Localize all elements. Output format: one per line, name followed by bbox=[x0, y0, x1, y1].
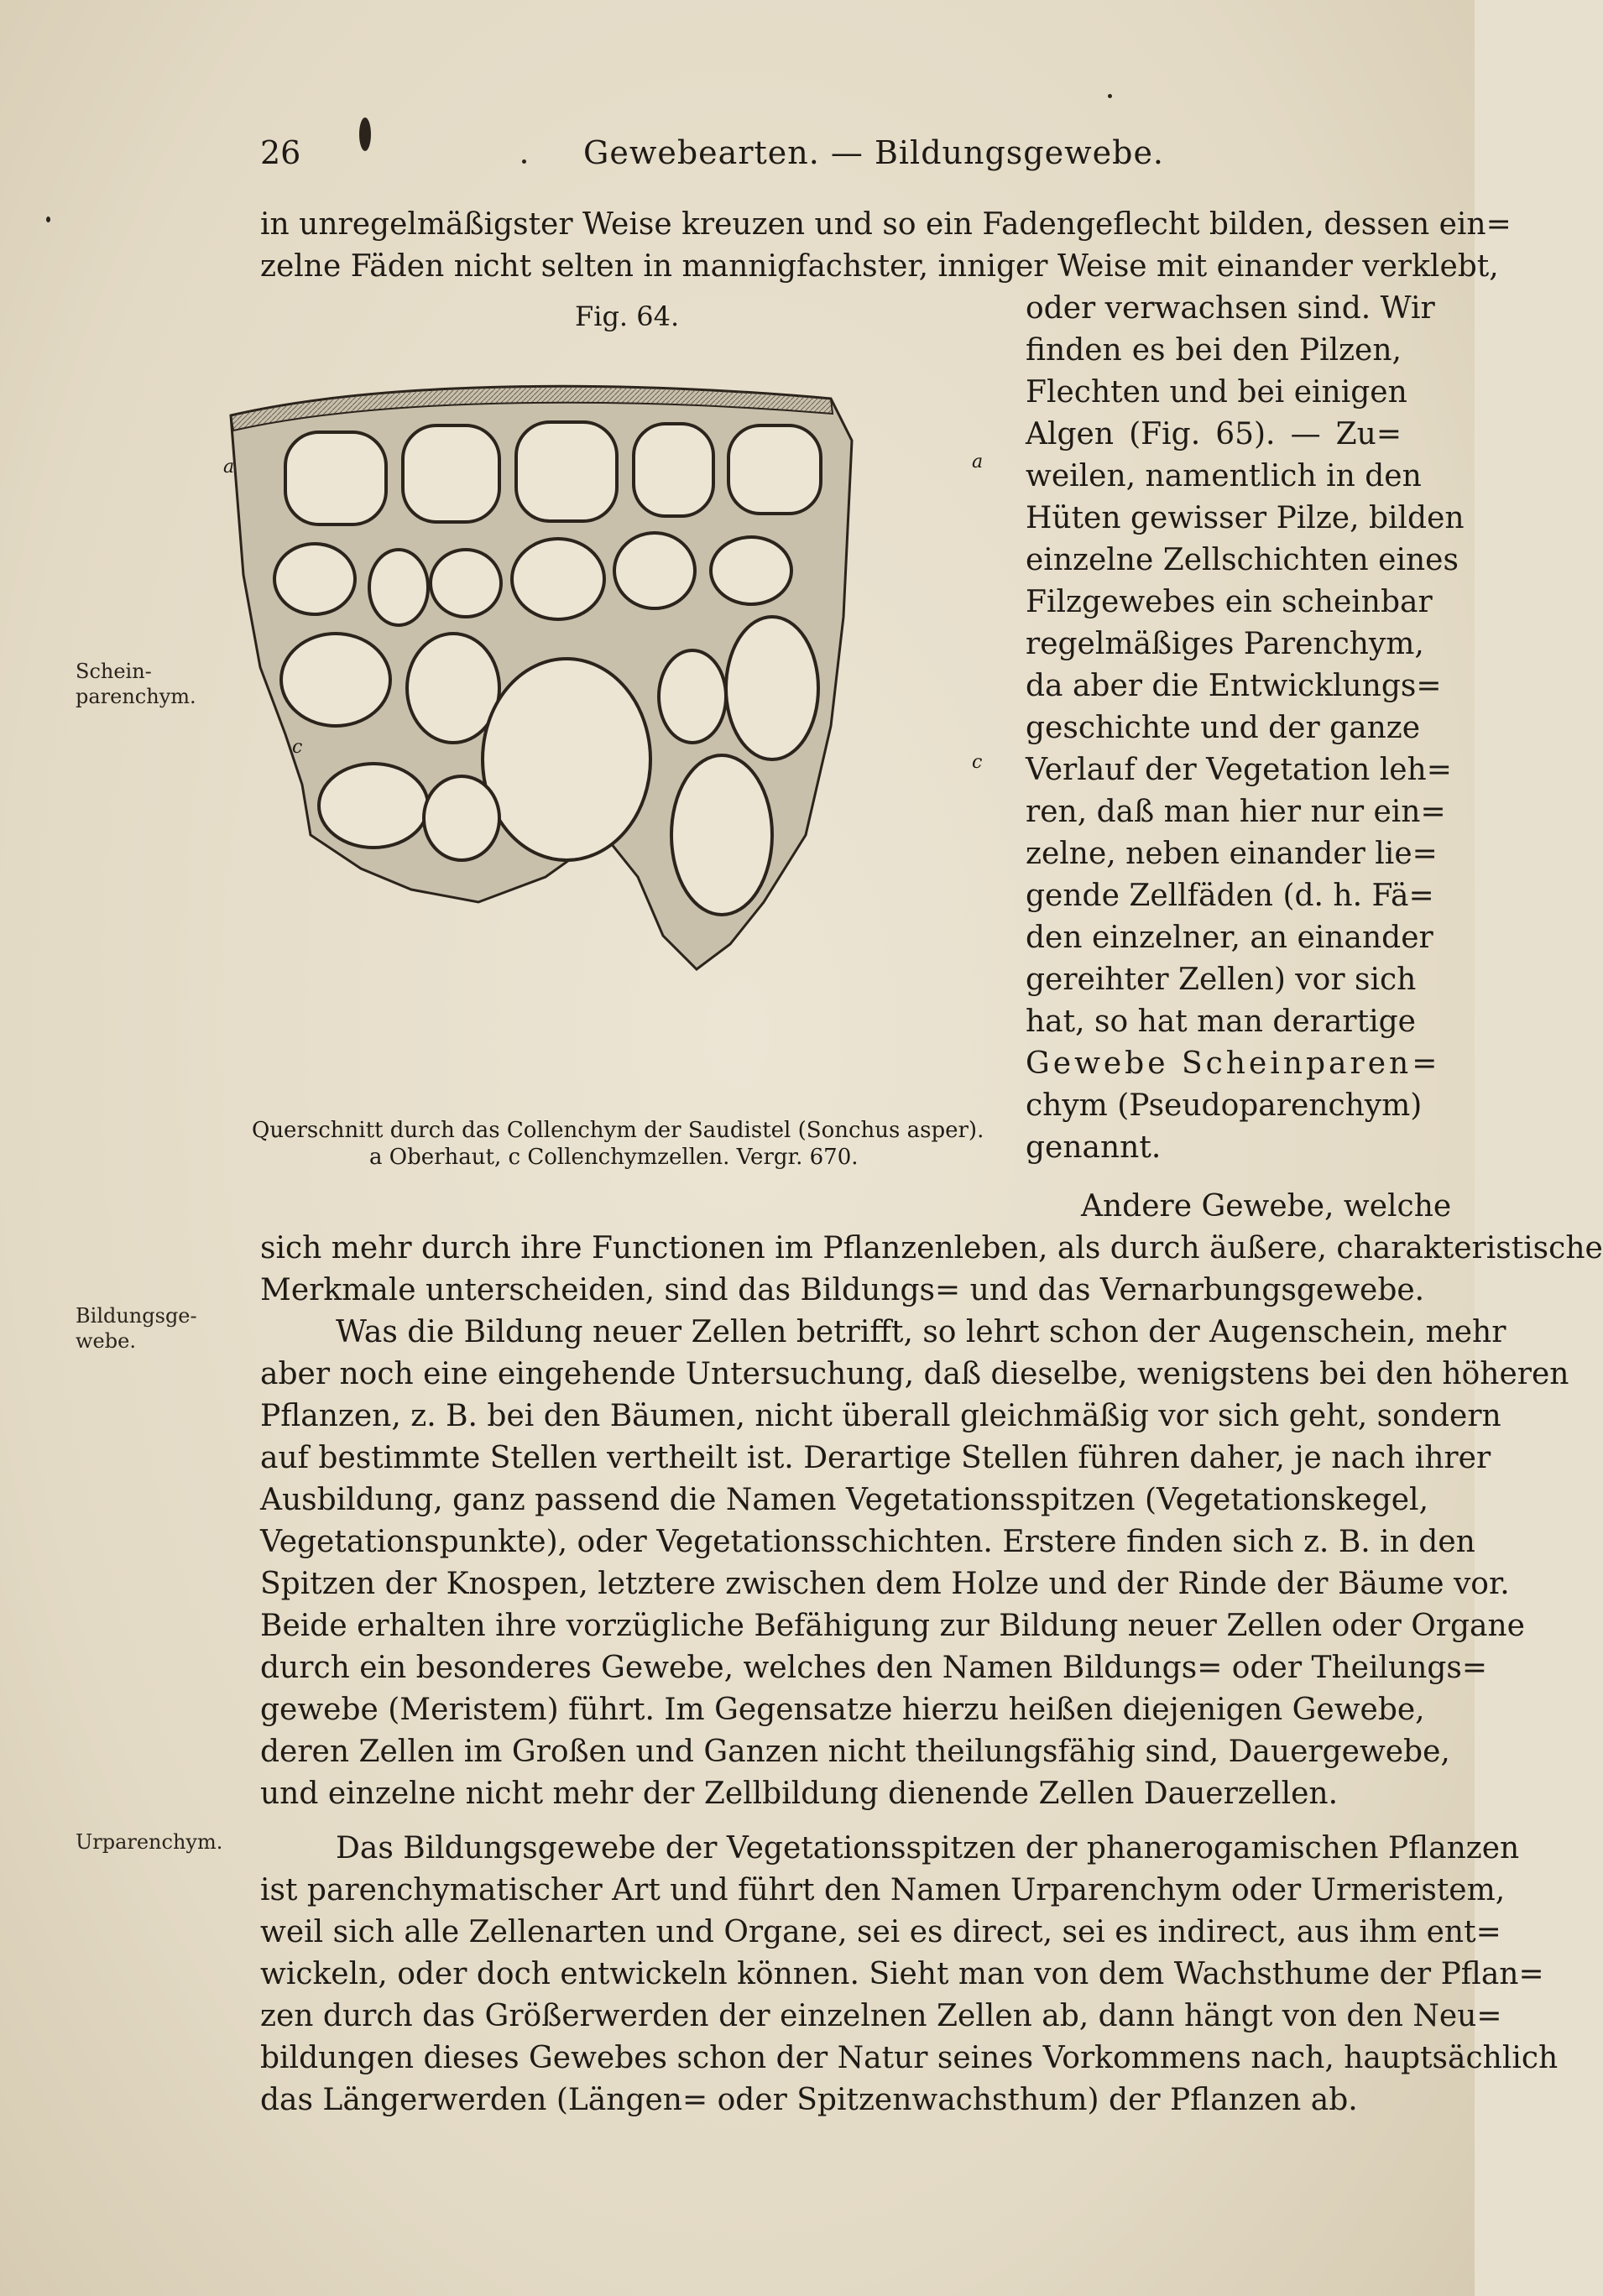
figure-caption-line2: a Oberhaut, c Collenchymzellen. Vergr. 670. bbox=[369, 1145, 859, 1170]
figure-caption-line1: Querschnitt durch das Collenchym der Saudistel (Sonchus asper). bbox=[252, 1118, 984, 1143]
text-line: sich mehr durch ihre Functionen im Pflanzenleben, als durch äußere, charakteristische bbox=[260, 1231, 1603, 1265]
column-line: Flechten und bei einigen bbox=[1026, 375, 1407, 410]
marker-a-right: a bbox=[972, 451, 984, 472]
text-line: aber noch eine eingehende Untersuchung, daß dieselbe, wenigstens bei den höheren bbox=[260, 1357, 1569, 1391]
text-line: weil sich alle Zellenarten und Organe, sei es direct, sei es indirect, aus ihm ent= bbox=[260, 1915, 1501, 1949]
column-line: da aber die Entwicklungs= bbox=[1026, 669, 1442, 703]
text-line: ist parenchymatischer Art und führt den Namen Urparenchym oder Urmeristem, bbox=[260, 1873, 1506, 1907]
text-line: Ausbildung, ganz passend die Namen Vegetationsspitzen (Vegetationskegel, bbox=[260, 1483, 1429, 1517]
text-line: Beide erhalten ihre vorzügliche Befähigung zur Bildung neuer Zellen oder Organe bbox=[260, 1609, 1525, 1643]
text-line: zelne Fäden nicht selten in mannigfachster, inniger Weise mit einander verklebt, bbox=[260, 249, 1499, 284]
column-line: Filzgewebes ein scheinbar bbox=[1026, 585, 1433, 619]
text-line: gewebe (Meristem) führt. Im Gegensatze hierzu heißen diejenigen Gewebe, bbox=[260, 1693, 1425, 1727]
text-line: deren Zellen im Großen und Ganzen nicht theilungsfähig sind, Dauergewebe, bbox=[260, 1735, 1450, 1769]
column-line: ren, daß man hier nur ein= bbox=[1026, 795, 1446, 829]
text-line: auf bestimmte Stellen vertheilt ist. Derartige Stellen führen daher, je nach ihrer bbox=[260, 1441, 1491, 1475]
column-line: gende Zellfäden (d. h. Fä= bbox=[1026, 879, 1434, 913]
text-line: durch ein besonderes Gewebe, welches den Namen Bildungs= oder Theilungs= bbox=[260, 1651, 1488, 1685]
text-line: Pflanzen, z. B. bei den Bäumen, nicht überall gleichmäßig vor sich geht, sondern bbox=[260, 1399, 1501, 1433]
text-line: das Längerwerden (Längen= oder Spitzenwachsthum) der Pflanzen ab. bbox=[260, 2083, 1358, 2117]
page-number: 26 bbox=[260, 134, 301, 171]
column-line: geschichte und der ganze bbox=[1026, 711, 1421, 745]
text-line: Vegetationspunkte), oder Vegetationsschichten. Erstere finden sich z. B. in den bbox=[260, 1525, 1475, 1559]
marker-a-left: a bbox=[223, 457, 235, 477]
column-line: hat, so hat man derartige bbox=[1026, 1004, 1416, 1039]
column-line: regelmäßiges Parenchym, bbox=[1026, 627, 1424, 661]
text-line: wickeln, oder doch entwickeln können. Sieht man von dem Wachsthume der Pflan= bbox=[260, 1957, 1544, 1991]
text-line: Andere Gewebe, welche bbox=[1081, 1189, 1452, 1224]
column-line: weilen, namentlich in den bbox=[1026, 459, 1422, 493]
column-line: den einzelner, an einander bbox=[1026, 921, 1433, 955]
column-line: gereihter Zellen) vor sich bbox=[1026, 963, 1417, 997]
column-line: genannt. bbox=[1026, 1130, 1162, 1165]
text-line: zen durch das Größerwerden der einzelnen Zellen ab, dann hängt von den Neu= bbox=[260, 1999, 1502, 2033]
collenchyma-figure bbox=[223, 365, 999, 1087]
text-line: Spitzen der Knospen, letztere zwischen dem Holze und der Rinde der Bäume vor. bbox=[260, 1567, 1510, 1601]
margin-note-scheinparenchym: Schein- parenchym. bbox=[76, 660, 196, 708]
marker-c-right: c bbox=[972, 752, 983, 773]
text-line: Merkmale unterscheiden, sind das Bildungs= und das Vernarbungsgewebe. bbox=[260, 1273, 1425, 1307]
text-line: und einzelne nicht mehr der Zellbildung dienende Zellen Dauerzellen. bbox=[260, 1777, 1339, 1811]
column-line: oder verwachsen sind. Wir bbox=[1026, 291, 1435, 326]
column-line: chym (Pseudoparenchym) bbox=[1026, 1088, 1423, 1123]
margin-note-urparenchym: Urparenchym. bbox=[76, 1830, 223, 1854]
running-head: Gewebearten. — Bildungsgewebe. bbox=[583, 134, 1165, 171]
column-line: finden es bei den Pilzen, bbox=[1026, 333, 1402, 368]
column-line: einzelne Zellschichten eines bbox=[1026, 543, 1459, 577]
page-header bbox=[260, 134, 1402, 185]
column-line: Algen (Fig. 65). — Zu= bbox=[1026, 417, 1402, 451]
text-line: Was die Bildung neuer Zellen betrifft, so lehrt schon der Augenschein, mehr bbox=[336, 1315, 1506, 1349]
figure-label: Fig. 64. bbox=[575, 300, 680, 332]
margin-note-bildungsgewebe: Bildungsge- webe. bbox=[76, 1304, 197, 1353]
marker-c-left: c bbox=[292, 737, 303, 758]
column-line: Hüten gewisser Pilze, bilden bbox=[1026, 501, 1465, 535]
collenchyma-illustration bbox=[223, 365, 999, 1087]
column-line: zelne, neben einander lie= bbox=[1026, 837, 1438, 871]
text-line: in unregelmäßigster Weise kreuzen und so ein Fadengeflecht bilden, dessen ein= bbox=[260, 207, 1512, 242]
column-line: Verlauf der Vegetation leh= bbox=[1026, 753, 1452, 787]
column-line: Gewebe Scheinparen= bbox=[1026, 1046, 1441, 1081]
text-line: Das Bildungsgewebe der Vegetationsspitzen der phanerogamischen Pflanzen bbox=[336, 1831, 1520, 1866]
text-line: bildungen dieses Gewebes schon der Natur seines Vorkommens nach, hauptsächlich bbox=[260, 2041, 1559, 2075]
